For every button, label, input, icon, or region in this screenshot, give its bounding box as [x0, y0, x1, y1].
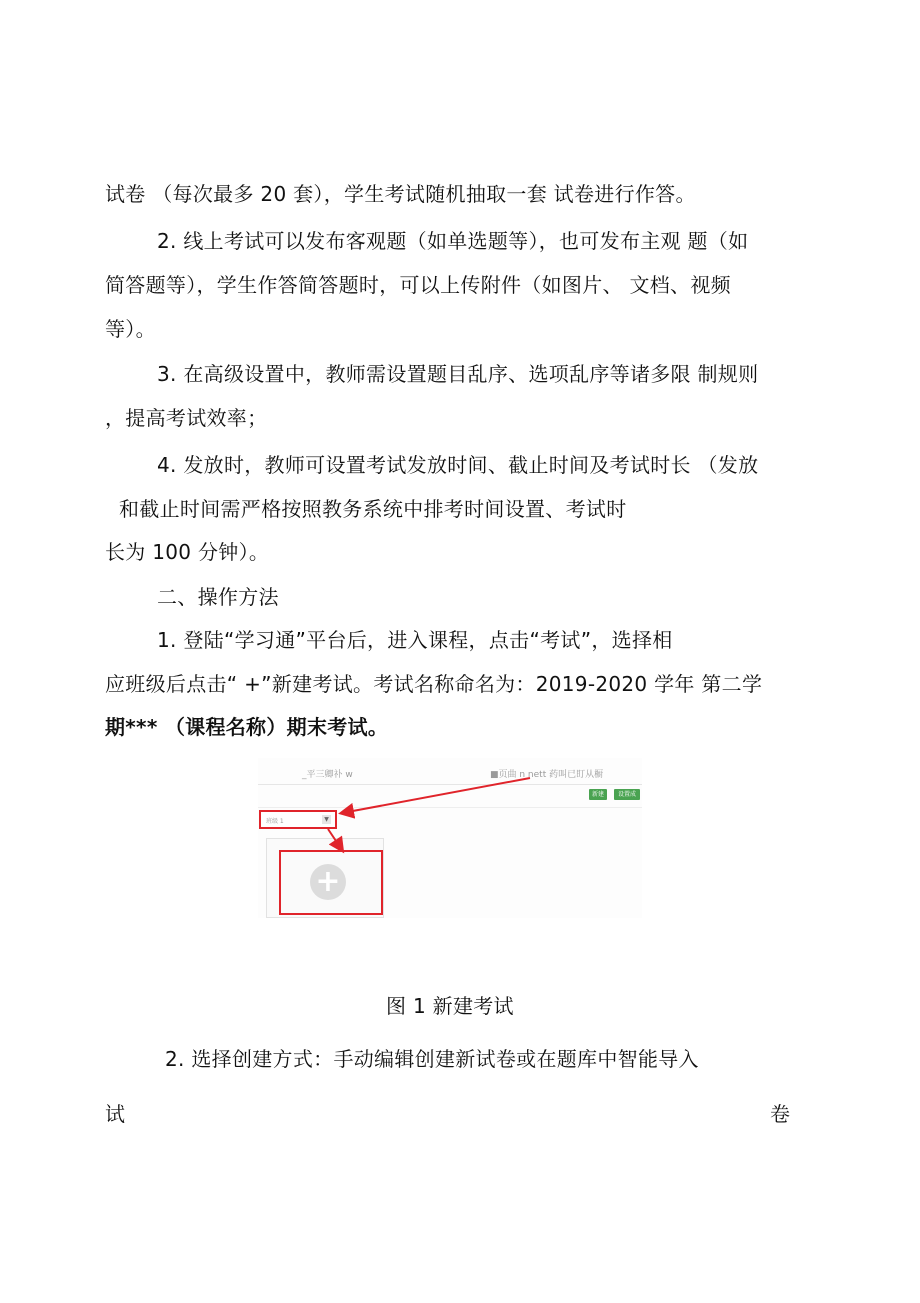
paragraph-line-6: ，提高考试效率；	[105, 406, 268, 430]
paragraph-line-2: 2. 线上考试可以发布客观题（如单选题等），也可发布主观 题（如	[157, 229, 749, 253]
paragraph-line-13: 期*** （课程名称）期末考试。	[105, 715, 389, 739]
paragraph-line-11: 1. 登陆“学习通”平台后，进入课程，点击“考试”，选择相	[157, 628, 673, 652]
arrow-to-select	[342, 778, 530, 813]
paragraph-line-5: 3. 在高级设置中，教师需设置题目乱序、选项乱序等诸多限 制规则	[157, 362, 759, 386]
figure-select-label: 班级 1	[266, 818, 284, 825]
figure-screenshot	[258, 758, 642, 918]
figure-annotation-arrows	[258, 758, 642, 918]
figure-settings-button[interactable]: 设置成	[614, 789, 640, 800]
paragraph-line-9: 长为 100 分钟）。	[105, 540, 270, 564]
paragraph-line-4: 等）。	[105, 317, 156, 341]
chevron-down-icon: ▼	[322, 815, 331, 824]
paragraph-line-7: 4. 发放时，教师可设置考试发放时间、截止时间及考试时长 （发放	[157, 453, 759, 477]
arrow-to-add	[328, 829, 342, 850]
figure-new-button[interactable]: 新建	[589, 789, 607, 800]
figure-caption: 图 1 新建考试	[386, 994, 514, 1018]
paragraph-line-15-end: 卷	[770, 1102, 791, 1126]
paragraph-line-3: 简答题等），学生作答简答题时，可以上传附件（如图片、 文档、视频	[105, 273, 731, 297]
plus-icon[interactable]: +	[310, 864, 346, 900]
section-heading: 二、操作方法	[157, 585, 279, 609]
paragraph-line-1: 试卷 （每次最多 20 套），学生考试随机抽取一套 试卷进行作答。	[105, 182, 696, 206]
paragraph-line-8: 和截止时间需严格按照教务系统中排考时间设置、考试时	[119, 497, 627, 521]
paragraph-line-12: 应班级后点击“ +”新建考试。考试名称命名为：2019-2020 学年 第二学	[105, 672, 763, 696]
figure-menu-left: _平三卿䃼 w	[302, 770, 353, 780]
figure-menu-right: ■页曲 n nett 药叫已盯从橱	[490, 770, 604, 780]
paragraph-line-15-start: 试	[105, 1102, 126, 1126]
paragraph-line-14: 2. 选择创建方式：手动编辑创建新试卷或在题库中智能导入	[165, 1047, 699, 1071]
